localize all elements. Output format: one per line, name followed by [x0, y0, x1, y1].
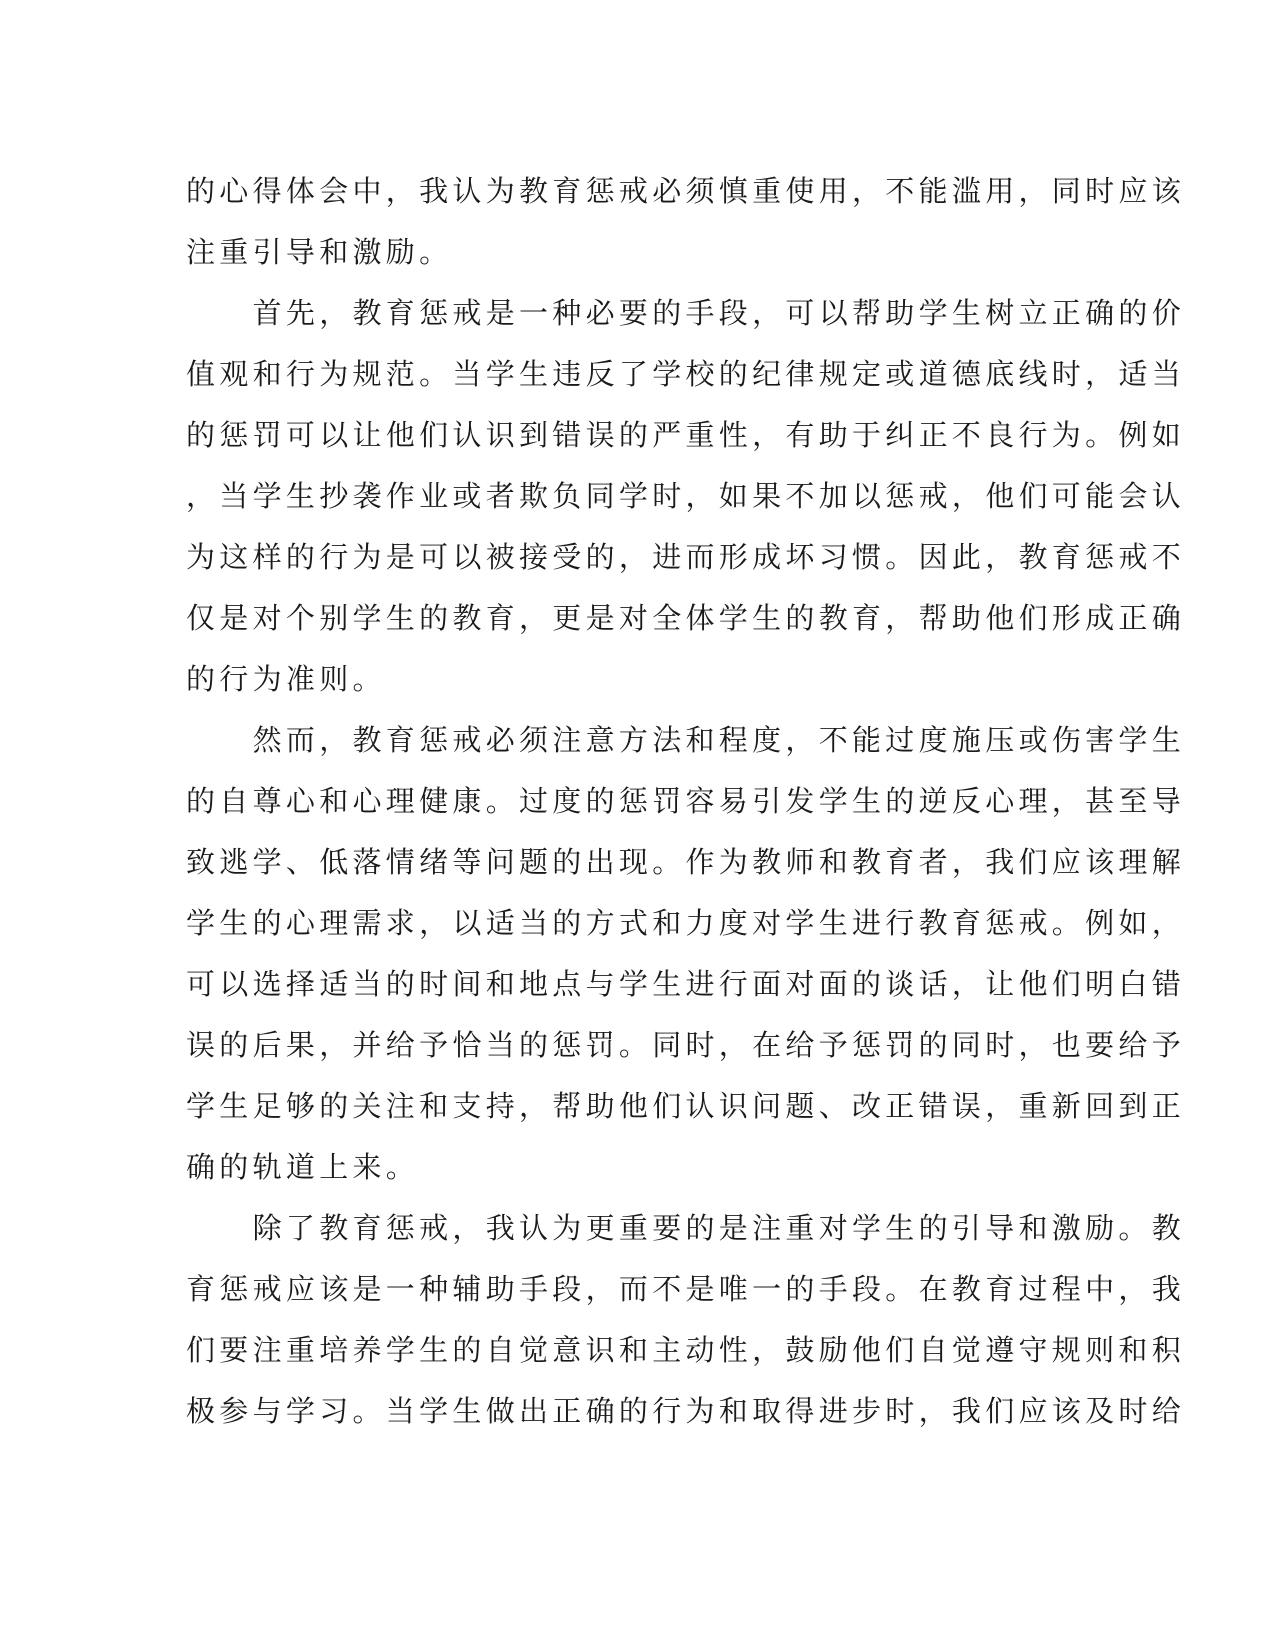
- text-line: 确的轨道上来。: [186, 1150, 420, 1184]
- text-line: 学生足够的关注和支持，帮助他们认识问题、改正错误，重新回到正: [186, 1089, 1186, 1123]
- text-line: 极参与学习。当学生做出正确的行为和取得进步时，我们应该及时给: [186, 1394, 1186, 1428]
- text-line: 的自尊心和心理健康。过度的惩罚容易引发学生的逆反心理，甚至导: [186, 784, 1186, 818]
- text-line: 误的后果，并给予恰当的惩罚。同时，在给予惩罚的同时，也要给予: [186, 1028, 1186, 1062]
- text-line: 的行为准则。: [186, 662, 386, 696]
- text-line: 除了教育惩戒，我认为更重要的是注重对学生的引导和激励。教: [186, 1211, 1186, 1245]
- text-line: 值观和行为规范。当学生违反了学校的纪律规定或道德底线时，适当: [186, 357, 1186, 391]
- text-line: 的惩罚可以让他们认识到错误的严重性，有助于纠正不良行为。例如: [186, 418, 1186, 452]
- text-line: 育惩戒应该是一种辅助手段，而不是唯一的手段。在教育过程中，我: [186, 1272, 1186, 1306]
- body-text: [186, 161, 1186, 1442]
- text-line: 注重引导和激励。: [186, 235, 453, 269]
- text-line: 为这样的行为是可以被接受的，进而形成坏习惯。因此，教育惩戒不: [186, 540, 1186, 574]
- text-line: 的心得体会中，我认为教育惩戒必须慎重使用，不能滥用，同时应该: [186, 174, 1186, 208]
- text-line: 们要注重培养学生的自觉意识和主动性，鼓励他们自觉遵守规则和积: [186, 1333, 1186, 1367]
- text-line: 仅是对个别学生的教育，更是对全体学生的教育，帮助他们形成正确: [186, 601, 1186, 635]
- text-line: 学生的心理需求，以适当的方式和力度对学生进行教育惩戒。例如，: [186, 906, 1186, 940]
- text-line: 可以选择适当的时间和地点与学生进行面对面的谈话，让他们明白错: [186, 967, 1186, 1001]
- text-line: 致逃学、低落情绪等问题的出现。作为教师和教育者，我们应该理解: [186, 845, 1186, 879]
- text-line: ，当学生抄袭作业或者欺负同学时，如果不加以惩戒，他们可能会认: [186, 479, 1186, 513]
- text-line: 首先，教育惩戒是一种必要的手段，可以帮助学生树立正确的价: [186, 296, 1186, 330]
- text-line: 然而，教育惩戒必须注意方法和程度，不能过度施压或伤害学生: [186, 723, 1186, 757]
